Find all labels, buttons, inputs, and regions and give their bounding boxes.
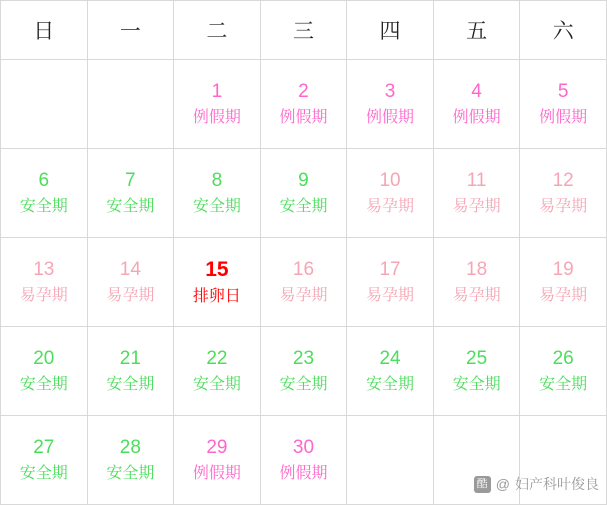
calendar-day-cell[interactable] <box>1 149 88 238</box>
calendar-cell-content <box>434 238 520 326</box>
day-number: 27 <box>33 437 55 459</box>
calendar-cell-empty <box>87 60 174 149</box>
calendar-cell-content <box>88 327 174 415</box>
day-number: 29 <box>206 437 228 459</box>
calendar-day-cell[interactable] <box>174 327 261 416</box>
day-number: 12 <box>552 170 574 192</box>
calendar-body <box>1 60 607 505</box>
day-status-label: 易孕期 <box>366 197 415 215</box>
calendar-day-cell[interactable] <box>520 238 607 327</box>
day-number: 17 <box>379 259 401 281</box>
calendar-cell-content <box>520 149 606 237</box>
calendar-week-row <box>1 60 607 149</box>
calendar-day-cell[interactable] <box>87 238 174 327</box>
calendar-day-cell[interactable] <box>1 327 88 416</box>
day-status-label: 例假期 <box>279 464 328 482</box>
calendar-cell-empty <box>1 60 88 149</box>
calendar-day-cell[interactable] <box>174 416 261 505</box>
calendar-cell-content <box>1 238 87 326</box>
calendar-cell-content <box>347 238 433 326</box>
calendar-cell-empty <box>347 416 434 505</box>
calendar-cell-content <box>261 149 347 237</box>
weekday-header-fri: 五 <box>433 1 520 60</box>
day-status-label: 安全期 <box>106 197 155 215</box>
day-number: 19 <box>552 259 574 281</box>
calendar-cell-content <box>520 238 606 326</box>
day-number: 22 <box>206 348 228 370</box>
calendar-day-cell[interactable] <box>433 327 520 416</box>
day-status-label: 安全期 <box>279 197 328 215</box>
day-status-label: 安全期 <box>539 375 588 393</box>
day-status-label: 易孕期 <box>279 286 328 304</box>
calendar-day-cell[interactable] <box>433 60 520 149</box>
day-status-label: 易孕期 <box>452 197 501 215</box>
calendar-cell-content <box>261 416 347 504</box>
day-number: 28 <box>119 437 141 459</box>
day-number: 16 <box>292 259 315 281</box>
day-number: 4 <box>471 81 482 103</box>
watermark-author-name: 妇产科叶俊良 <box>515 476 599 492</box>
calendar-day-cell[interactable] <box>433 238 520 327</box>
day-number: 8 <box>211 170 223 192</box>
day-status-label: 排卵日 <box>192 288 241 306</box>
day-status-label: 例假期 <box>279 108 328 126</box>
day-number: 10 <box>379 170 401 192</box>
calendar-cell-content <box>88 238 174 326</box>
calendar-day-cell[interactable] <box>260 60 347 149</box>
day-status-label: 安全期 <box>19 375 68 393</box>
day-number: 7 <box>125 170 136 192</box>
calendar-day-cell[interactable] <box>260 416 347 505</box>
day-status-label: 易孕期 <box>19 286 68 304</box>
calendar-cell-content <box>520 327 606 415</box>
day-status-label: 例假期 <box>192 108 241 126</box>
calendar-day-cell[interactable] <box>347 149 434 238</box>
calendar-day-cell[interactable] <box>1 416 88 505</box>
calendar-day-cell[interactable] <box>87 327 174 416</box>
day-status-label: 安全期 <box>106 375 155 393</box>
day-number: 5 <box>557 81 569 103</box>
calendar-cell-content <box>434 327 520 415</box>
day-status-label: 安全期 <box>19 464 68 482</box>
day-status-label: 易孕期 <box>366 286 415 304</box>
calendar-cell-content <box>174 327 260 415</box>
calendar-cell-content <box>347 149 433 237</box>
calendar-day-cell[interactable] <box>520 327 607 416</box>
day-status-label: 安全期 <box>192 375 241 393</box>
day-number: 2 <box>298 81 309 103</box>
day-status-label: 安全期 <box>19 197 68 215</box>
day-status-label: 例假期 <box>366 108 415 126</box>
day-number: 1 <box>211 81 223 103</box>
day-number: 11 <box>466 170 487 192</box>
calendar-cell-content <box>347 60 433 148</box>
calendar-day-cell[interactable] <box>260 149 347 238</box>
day-status-label: 安全期 <box>452 375 501 393</box>
day-status-label: 安全期 <box>106 464 155 482</box>
watermark-at-symbol: @ <box>495 476 510 492</box>
calendar-day-cell[interactable] <box>520 60 607 149</box>
weekday-header-thu: 四 <box>347 1 434 60</box>
weekday-header-sun: 日 <box>1 1 88 60</box>
weekday-header-sat: 六 <box>520 1 607 60</box>
calendar-cell-content <box>261 238 347 326</box>
weekday-header-row <box>1 1 607 60</box>
day-number: 18 <box>466 259 488 281</box>
day-status-label: 易孕期 <box>106 286 155 304</box>
calendar-cell-content <box>88 416 174 504</box>
calendar-day-cell[interactable] <box>347 238 434 327</box>
day-number: 9 <box>298 170 309 192</box>
calendar-week-row <box>1 238 607 327</box>
calendar-cell-content <box>174 60 260 148</box>
watermark-logo-icon: 酷 <box>474 476 491 493</box>
day-status-label: 例假期 <box>192 464 241 482</box>
calendar-cell-content <box>174 238 260 326</box>
calendar-day-cell[interactable] <box>174 238 261 327</box>
calendar-cell-content <box>434 149 520 237</box>
watermark <box>474 474 599 494</box>
calendar-cell-content <box>434 60 520 148</box>
calendar-cell-content <box>261 60 347 148</box>
calendar-cell-content <box>347 327 433 415</box>
calendar-cell-content <box>261 327 347 415</box>
calendar-day-cell[interactable] <box>1 238 88 327</box>
day-status-label: 安全期 <box>366 375 415 393</box>
day-number: 25 <box>466 348 488 370</box>
calendar-cell-content <box>1 149 87 237</box>
day-number: 3 <box>384 81 396 103</box>
calendar-day-cell[interactable] <box>260 327 347 416</box>
weekday-header-tue: 二 <box>174 1 261 60</box>
weekday-header-wed: 三 <box>260 1 347 60</box>
day-number: 30 <box>292 437 315 459</box>
calendar-day-cell[interactable] <box>347 60 434 149</box>
day-number: 20 <box>33 348 55 370</box>
calendar-cell-content <box>1 327 87 415</box>
calendar-cell-content <box>1 416 87 504</box>
day-number: 14 <box>119 259 141 281</box>
day-number: 23 <box>292 348 315 370</box>
calendar-cell-content <box>520 60 606 148</box>
calendar-day-cell[interactable] <box>433 149 520 238</box>
calendar-day-cell[interactable] <box>87 149 174 238</box>
day-status-label: 易孕期 <box>539 286 588 304</box>
day-status-label: 易孕期 <box>452 286 501 304</box>
calendar-cell-content <box>88 149 174 237</box>
day-status-label: 安全期 <box>279 375 328 393</box>
calendar-cell-content <box>174 149 260 237</box>
day-number: 26 <box>552 348 574 370</box>
weekday-header-mon: 一 <box>87 1 174 60</box>
calendar-week-row <box>1 149 607 238</box>
calendar-day-cell[interactable] <box>87 416 174 505</box>
calendar-day-cell[interactable] <box>174 60 261 149</box>
day-status-label: 例假期 <box>539 108 588 126</box>
day-status-label: 安全期 <box>192 197 241 215</box>
calendar-day-cell[interactable] <box>174 149 261 238</box>
day-status-label: 易孕期 <box>539 197 588 215</box>
calendar-day-cell[interactable] <box>260 238 347 327</box>
calendar-cell-content <box>174 416 260 504</box>
calendar-day-cell[interactable] <box>520 149 607 238</box>
day-number: 24 <box>379 348 401 370</box>
day-number: 21 <box>119 348 141 370</box>
day-number: 6 <box>38 170 50 192</box>
calendar-day-cell[interactable] <box>347 327 434 416</box>
day-number: 13 <box>33 259 55 281</box>
calendar-week-row <box>1 327 607 416</box>
day-status-label: 例假期 <box>452 108 501 126</box>
day-number: 15 <box>205 257 229 281</box>
